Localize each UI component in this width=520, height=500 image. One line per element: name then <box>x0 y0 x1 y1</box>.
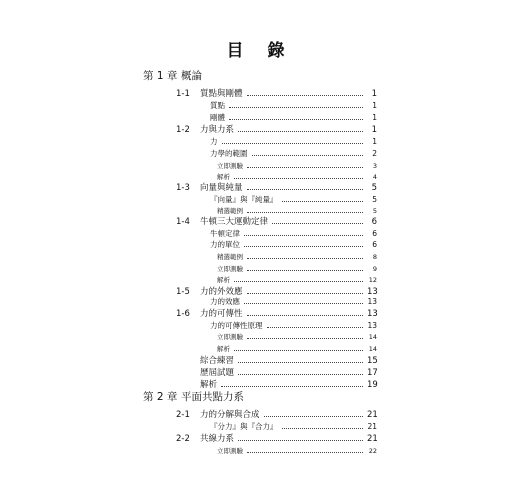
toc-entry <box>217 343 377 355</box>
page-number: 6 <box>371 217 377 227</box>
entry-title: 力的可傳性 <box>200 309 243 319</box>
page-number: 14 <box>368 345 377 353</box>
page-number: 15 <box>367 356 378 366</box>
dot-leader <box>247 337 363 339</box>
dot-leader <box>247 94 363 96</box>
section-number: 2-1 <box>176 410 190 420</box>
entry-title: 解析 <box>217 345 230 353</box>
dot-leader <box>247 451 363 453</box>
entry-title: 立即測驗 <box>217 265 243 273</box>
page-number: 17 <box>367 368 378 378</box>
entry-title: 力的外效應 <box>200 287 243 297</box>
dot-leader <box>247 314 363 316</box>
dot-leader <box>267 326 364 328</box>
dot-leader <box>252 154 364 156</box>
entry-title: 『向量』與『純量』 <box>210 195 278 204</box>
page-number: 14 <box>368 333 377 341</box>
entry-title: 解析 <box>200 380 218 390</box>
entry-title: 剛體 <box>210 113 225 122</box>
page-title: 目 錄 <box>226 41 294 61</box>
entry-title: 力的分解與合成 <box>200 410 260 420</box>
page-number: 21 <box>367 434 378 444</box>
toc-entry <box>210 100 377 112</box>
chapter-title: 概論 <box>181 70 202 82</box>
dot-leader <box>238 373 363 375</box>
entry-title: 歷屆試題 <box>200 368 235 378</box>
page-number: 1 <box>371 89 377 99</box>
entry-title: 解析 <box>217 276 230 284</box>
toc-entry <box>210 148 377 160</box>
page-number: 1 <box>372 113 377 122</box>
dot-leader <box>244 234 363 236</box>
page-number: 13 <box>367 309 378 319</box>
entry-title: 力與力系 <box>200 125 235 135</box>
toc-entry <box>210 421 377 433</box>
dot-leader <box>234 177 363 179</box>
toc-entry <box>200 355 377 367</box>
dot-leader <box>272 222 363 224</box>
toc-entry <box>210 239 377 251</box>
dot-leader <box>221 385 363 387</box>
section-number: 1-4 <box>176 217 190 227</box>
entry-title: 向量與純量 <box>200 183 243 193</box>
dot-leader <box>229 118 363 120</box>
toc-entry <box>200 124 377 136</box>
dot-leader <box>247 188 363 190</box>
page-number: 21 <box>367 410 378 420</box>
page-number: 13 <box>367 287 378 297</box>
page-number: 8 <box>372 253 377 261</box>
page-number: 5 <box>371 183 377 193</box>
dot-leader <box>244 302 363 304</box>
dot-leader <box>238 439 363 441</box>
toc-entry <box>210 112 377 124</box>
page-number: 6 <box>372 229 377 238</box>
chapter-number: 第 2 章 <box>143 391 178 403</box>
toc-entry <box>210 296 377 308</box>
section-number: 1-3 <box>176 183 190 193</box>
entry-title: 立即測驗 <box>217 333 243 341</box>
entry-title: 牛頓三大運動定律 <box>200 217 269 227</box>
entry-title: 『分力』與『合力』 <box>210 422 278 431</box>
page-number: 19 <box>367 380 378 390</box>
dot-leader <box>222 142 364 144</box>
dot-leader <box>234 280 363 282</box>
toc-entry <box>210 136 377 148</box>
page-number: 1 <box>372 137 377 146</box>
chapter-number: 第 1 章 <box>143 70 178 82</box>
section-number: 1-1 <box>176 89 190 99</box>
entry-title: 精選範例 <box>217 207 243 215</box>
section-number: 1-5 <box>176 287 190 297</box>
entry-title: 共線力系 <box>200 434 235 444</box>
entry-title: 力的效應 <box>210 297 240 306</box>
dot-leader <box>234 349 363 351</box>
toc-entry <box>200 308 377 320</box>
page-number: 1 <box>372 101 377 110</box>
toc-entry <box>217 331 377 343</box>
dot-leader <box>229 106 363 108</box>
page-number: 9 <box>372 265 377 273</box>
entry-title: 力的單位 <box>210 240 240 249</box>
entry-title: 力 <box>210 137 218 146</box>
toc-entry <box>217 274 377 286</box>
toc-entry <box>217 251 377 263</box>
entry-title: 力的可傳性原理 <box>210 321 263 330</box>
chapter-title: 平面共點力系 <box>181 391 244 403</box>
toc-entry <box>200 409 377 421</box>
dot-leader <box>247 292 363 294</box>
entry-title: 力學的範圍 <box>210 149 248 158</box>
dot-leader <box>247 257 363 259</box>
entry-title: 立即測驗 <box>217 447 243 455</box>
dot-leader <box>282 200 364 202</box>
page-number: 13 <box>367 297 377 306</box>
dot-leader <box>244 245 363 247</box>
toc-entry <box>200 216 377 228</box>
dot-leader <box>247 211 363 213</box>
dot-leader <box>247 269 363 271</box>
entry-title: 綜合練習 <box>200 356 235 366</box>
page-number: 22 <box>368 447 377 455</box>
page-number: 5 <box>372 195 377 204</box>
toc-entry <box>217 445 377 457</box>
page-number: 5 <box>372 207 377 215</box>
chapter-heading <box>143 69 202 83</box>
page-number: 3 <box>372 162 377 170</box>
entry-title: 質點與剛體 <box>200 89 243 99</box>
entry-title: 精選範例 <box>217 253 243 261</box>
page-number: 4 <box>372 173 377 181</box>
entry-title: 質點 <box>210 101 225 110</box>
page-number: 2 <box>372 149 377 158</box>
section-number: 1-6 <box>176 309 190 319</box>
chapter-heading <box>143 390 244 404</box>
entry-title: 立即測驗 <box>217 162 243 170</box>
page-number: 1 <box>371 125 377 135</box>
entry-title: 牛頓定律 <box>210 229 240 238</box>
dot-leader <box>282 427 364 429</box>
toc-entry <box>200 367 377 379</box>
dot-leader <box>238 130 363 132</box>
page-number: 12 <box>368 276 377 284</box>
toc-entry <box>200 433 377 445</box>
dot-leader <box>238 361 363 363</box>
dot-leader <box>264 415 363 417</box>
dot-leader <box>247 166 363 168</box>
toc-entry <box>200 182 377 194</box>
page-number: 6 <box>372 240 377 249</box>
entry-title: 解析 <box>217 173 230 181</box>
section-number: 1-2 <box>176 125 190 135</box>
page-number: 21 <box>367 422 377 431</box>
toc-entry <box>200 88 377 100</box>
section-number: 2-2 <box>176 434 190 444</box>
page-number: 13 <box>367 321 377 330</box>
